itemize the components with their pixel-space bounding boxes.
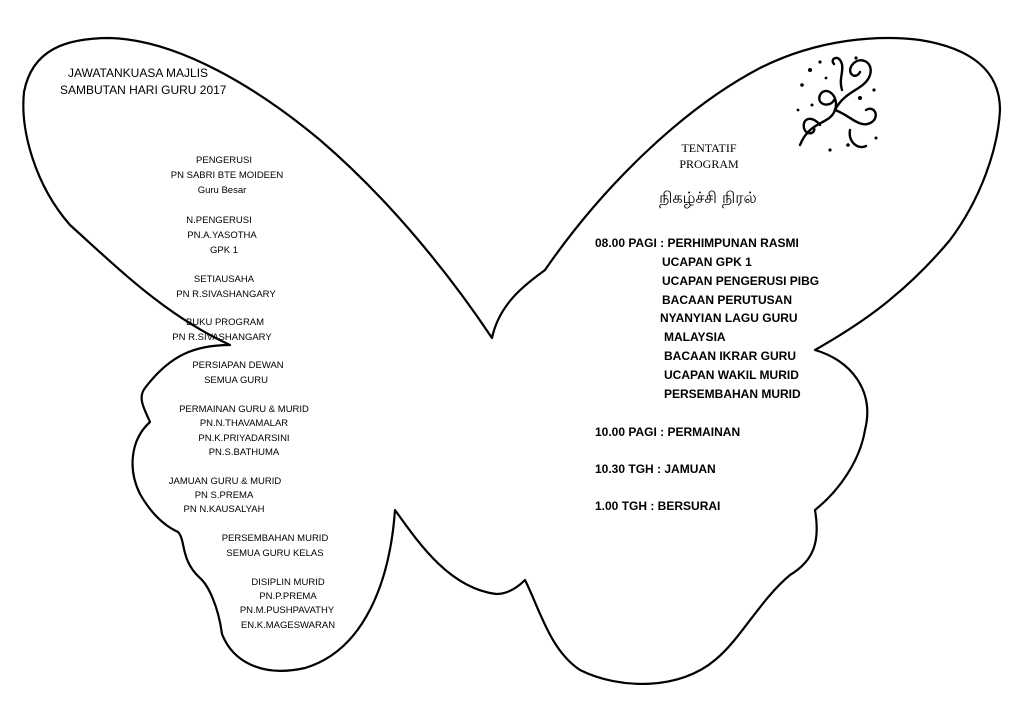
program-item: BACAAN PERUTUSAN — [662, 293, 793, 307]
program-title-line-1: TENTATIF — [681, 141, 737, 155]
program-item: 08.00 PAGI : PERHIMPUNAN RASMI — [595, 236, 799, 250]
header-line-1: JAWATANKUASA MAJLIS — [68, 66, 209, 80]
program-item: 10.30 TGH : JAMUAN — [595, 462, 716, 476]
program-item: PERSEMBAHAN MURID — [664, 387, 801, 401]
name-jamuan-1: PN S.PREMA — [194, 490, 254, 501]
name-permainan-1: PN.N.THAVAMALAR — [199, 418, 289, 429]
name-naib-pengerusi: PN.A.YASOTHA — [187, 230, 257, 241]
title-naib-pengerusi: GPK 1 — [210, 245, 238, 256]
program-item: BACAAN IKRAR GURU — [664, 349, 796, 363]
role-persiapan-dewan: PERSIAPAN DEWAN — [192, 360, 284, 371]
tamil-title: நிகழ்ச்சி நிரல் — [659, 188, 757, 207]
name-persembahan: SEMUA GURU KELAS — [226, 548, 324, 559]
name-permainan-2: PN.K.PRIYADARSINI — [198, 433, 290, 444]
role-jamuan: JAMUAN GURU & MURID — [168, 476, 282, 487]
role-naib-pengerusi: N.PENGERUSI — [186, 215, 252, 226]
role-setiausaha: SETIAUSAHA — [193, 274, 255, 285]
role-pengerusi: PENGERUSI — [196, 155, 252, 166]
name-disiplin-3: EN.K.MAGESWARAN — [240, 620, 336, 631]
name-pengerusi: PN SABRI BTE MOIDEEN — [170, 170, 284, 181]
program-item: 10.00 PAGI : PERMAINAN — [595, 425, 741, 439]
name-buku-program: PN R.SIVASHANGARY — [172, 332, 272, 343]
program-item: 1.00 TGH : BERSURAI — [595, 499, 721, 513]
role-permainan: PERMAINAN GURU & MURID — [179, 404, 309, 415]
program-title-line-2: PROGRAM — [679, 157, 739, 172]
program-item: UCAPAN PENGERUSI PIBG — [662, 274, 820, 288]
role-persembahan: PERSEMBAHAN MURID — [221, 533, 329, 544]
title-pengerusi: Guru Besar — [197, 185, 247, 196]
program-title — [679, 140, 738, 172]
program-item: UCAPAN WAKIL MURID — [664, 368, 799, 382]
program-item: MALAYSIA — [664, 330, 726, 344]
name-persiapan-dewan: SEMUA GURU — [204, 375, 268, 386]
name-setiausaha: PN R.SIVASHANGARY — [176, 289, 276, 300]
name-permainan-3: PN.S.BATHUMA — [208, 447, 280, 458]
name-disiplin-2: PN.M.PUSHPAVATHY — [239, 605, 335, 616]
name-jamuan-2: PN N.KAUSALYAH — [183, 504, 265, 515]
program-item: UCAPAN GPK 1 — [662, 255, 752, 269]
name-disiplin-1: PN.P.PREMA — [259, 591, 317, 602]
program-item: NYANYIAN LAGU GURU — [660, 311, 798, 325]
swirl-ornament-icon — [790, 50, 880, 160]
header-line-2: SAMBUTAN HARI GURU 2017 — [60, 83, 227, 97]
role-buku-program: BUKU PROGRAM — [185, 317, 265, 328]
role-disiplin: DISIPLIN MURID — [251, 577, 325, 588]
